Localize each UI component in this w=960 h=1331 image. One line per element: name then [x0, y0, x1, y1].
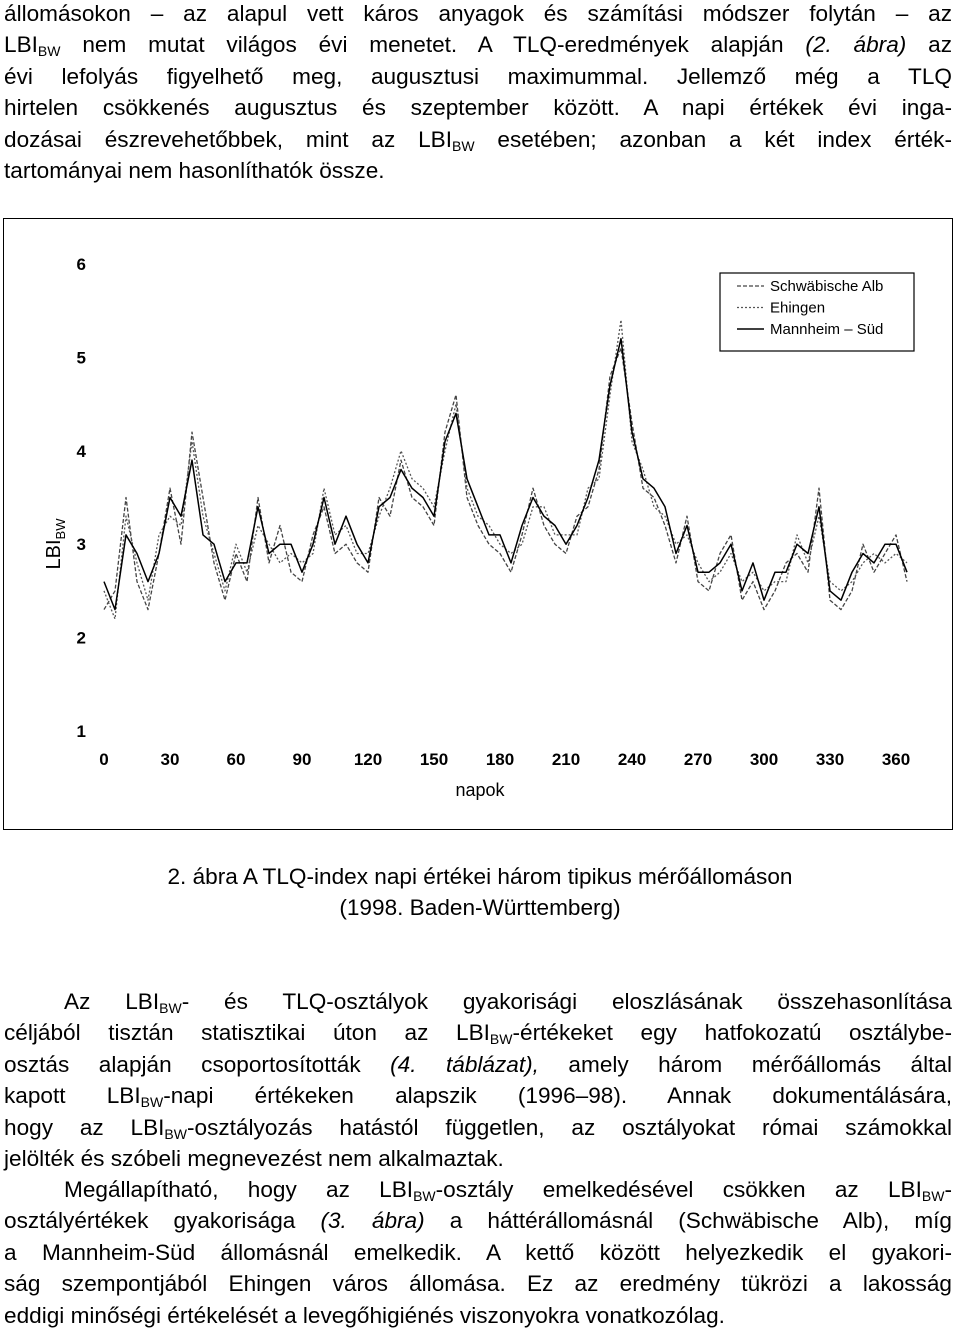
text-line: hirtelen csökkenés augusztus és szeptember között. A napi értékek évi inga-: [4, 95, 952, 121]
figure-frame: [3, 218, 953, 830]
series-line: [104, 339, 907, 610]
x-tick-label: 90: [292, 750, 312, 769]
text-line: jelölték és szóbeli megnevezést nem alkalmaztak.: [4, 1145, 504, 1171]
text-line: ság szempontjából Ehingen város állomása. Ez az eredmény tükrözi a lakosság: [4, 1271, 952, 1297]
text-line: állomásokon – az alapul vett káros anyagok és számítási módszer folytán – az: [4, 1, 952, 26]
text-line: tartományai nem hasonlíthatók össze.: [4, 157, 385, 183]
chart-legend: [720, 273, 914, 351]
x-tick-label: 210: [551, 750, 581, 769]
x-tick-label: 270: [683, 750, 713, 769]
series-line: [104, 320, 907, 619]
legend-label: Schwäbische Alb: [770, 278, 884, 295]
legend-label: Mannheim – Süd: [770, 321, 884, 338]
text-line: dozásai észrevehetőbbek, mint az $LBI_{BW}$ esetében; azonban a két index érték-: [4, 126, 952, 154]
legend-label: Ehingen: [770, 299, 826, 317]
caption-line: (1998. Baden-Württemberg): [339, 895, 621, 920]
x-axis-label: napok: [455, 780, 505, 800]
text-line: kapott $LBI_{BW}$-napi értékeken alapszik (1996–98). Annak dokumentálására,: [4, 1083, 952, 1111]
caption-line: 2. ábra A TLQ-index napi értékei három tipikus mérőállomáson: [167, 864, 793, 889]
x-tick-label: 180: [485, 750, 515, 769]
text-line: hogy az $LBI_{BW}$-osztályozás hatástól független, az osztályokat római számokkal: [4, 1114, 952, 1142]
x-tick-label: 120: [353, 750, 383, 769]
y-tick-label: 1: [76, 722, 86, 741]
text-line: osztályértékek gyakorisága (3. ábra) a háttérállomásnál (Schwäbische Alb), míg: [4, 1208, 953, 1234]
text-line: a Mannheim-Süd állomásnál emelkedik. A kettő között helyezkedik el gyakori-: [4, 1239, 952, 1265]
y-tick-label: 5: [76, 348, 86, 368]
body-paragraph-2: [4, 1174, 952, 1331]
y-tick-label: 4: [76, 441, 86, 461]
x-tick-label: 300: [749, 750, 779, 769]
text-line: Megállapítható, hogy az $LBI_{BW}$-osztály emelkedésével csökken az $LBI_{BW}-$: [64, 1177, 952, 1204]
figure-caption: [0, 861, 960, 923]
text-line: osztás alapján csoportosították (4. táblázat), amely három mérőállomás által: [4, 1051, 952, 1077]
text-line: Az $LBI_{BW}-$ és TLQ-osztályok gyakorisági eloszlásának összehasonlítása: [64, 989, 952, 1016]
x-tick-label: 330: [815, 750, 845, 769]
x-tick-label: 0: [99, 750, 109, 769]
x-tick-label: 240: [617, 750, 647, 769]
intro-paragraph: [4, 0, 952, 186]
x-tick-label: 30: [160, 750, 180, 769]
y-tick-label: 3: [76, 535, 86, 555]
text-line: $LBI_{BW}$ nem mutat világos évi menetet. A TLQ-eredmények alapján (2. ábra) az: [4, 32, 953, 60]
x-tick-label: 60: [226, 750, 246, 769]
line-chart: [4, 219, 952, 829]
x-tick-label: 360: [881, 750, 911, 769]
x-tick-label: 150: [419, 750, 449, 769]
y-tick-label: 6: [76, 255, 86, 274]
body-paragraph-1: [4, 986, 952, 1174]
y-axis-label: $LBI_{BW}$: [43, 518, 68, 570]
y-tick-label: 2: [76, 628, 86, 648]
text-line: eddigi minőségi értékelését a levegőhigiénés viszonyokra vonatkozólag.: [4, 1302, 725, 1328]
text-line: évi lefolyás figyelhető meg, augusztusi maximummal. Jellemző még a TLQ: [4, 63, 952, 89]
text-line: céljából tisztán statisztikai úton az $LBI_{BW}$-értékeket egy hatfokozatú osztálybe-: [4, 1020, 952, 1048]
